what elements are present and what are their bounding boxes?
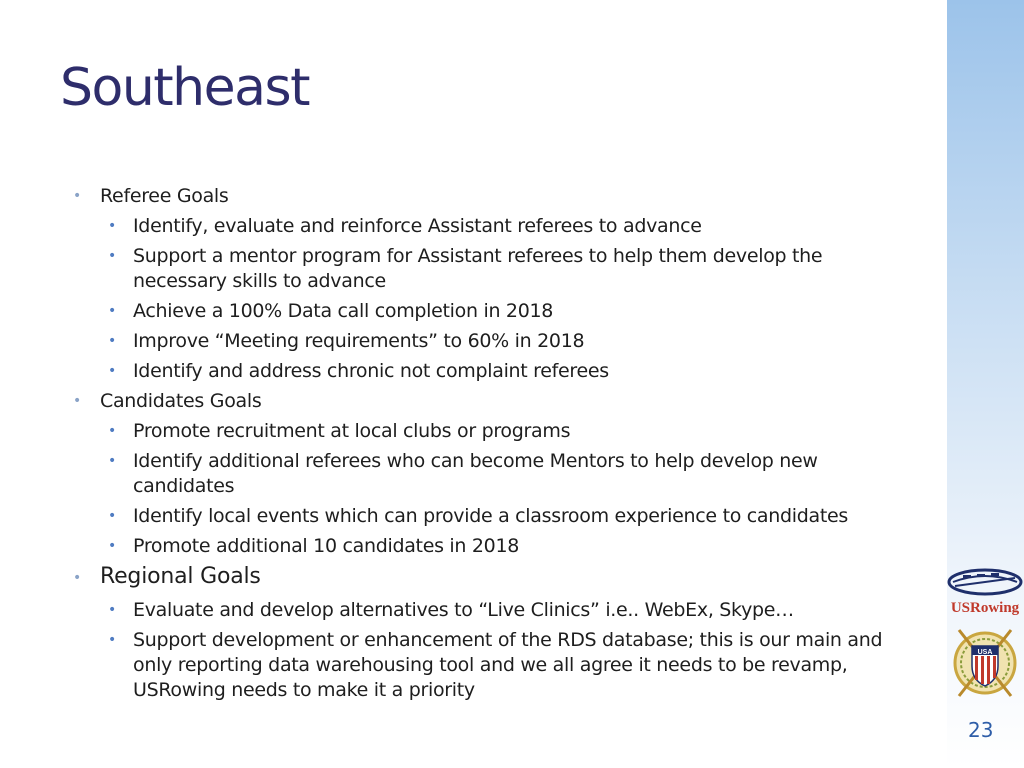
list-item: Identify local events which can provide a classroom experience to candidates bbox=[133, 505, 848, 527]
list-item: Support a mentor program for Assistant referees to help them develop the bbox=[133, 245, 823, 267]
usrowing-logo bbox=[945, 568, 1024, 708]
slide-title: Southeast bbox=[60, 58, 309, 118]
bullet-icon: • bbox=[108, 453, 117, 469]
bullet-icon: • bbox=[108, 363, 117, 379]
section-heading-referee-goals: Referee Goals bbox=[100, 185, 229, 207]
list-item: Identify, evaluate and reinforce Assistant referees to advance bbox=[133, 215, 702, 237]
svg-text:USRowing: USRowing bbox=[950, 600, 1020, 616]
list-item: Identify and address chronic not complaint referees bbox=[133, 360, 609, 382]
usrowing-logo-icon bbox=[945, 568, 1024, 708]
list-item: Achieve a 100% Data call completion in 2018 bbox=[133, 300, 554, 322]
bullet-icon: • bbox=[108, 303, 117, 319]
bullet-icon: • bbox=[108, 508, 117, 524]
section-heading-regional-goals: Regional Goals bbox=[100, 564, 261, 589]
list-item: Identify additional referees who can become Mentors to help develop new bbox=[133, 450, 818, 472]
bullet-icon: • bbox=[108, 602, 117, 618]
bullet-icon: • bbox=[73, 570, 82, 586]
bullet-icon: • bbox=[73, 393, 82, 409]
page-number: 23 bbox=[968, 718, 994, 742]
list-item-continuation: necessary skills to advance bbox=[133, 270, 386, 292]
list-item: Promote additional 10 candidates in 2018 bbox=[133, 535, 520, 557]
list-item-continuation: candidates bbox=[133, 475, 235, 497]
list-item: Improve “Meeting requirements” to 60% in 2018 bbox=[133, 330, 585, 352]
bullet-icon: • bbox=[108, 333, 117, 349]
list-item: Promote recruitment at local clubs or programs bbox=[133, 420, 571, 442]
bullet-icon: • bbox=[73, 188, 82, 204]
section-heading-candidates-goals: Candidates Goals bbox=[100, 390, 262, 412]
bullet-icon: • bbox=[108, 632, 117, 648]
list-item-continuation: USRowing needs to make it a priority bbox=[133, 679, 475, 701]
bullet-icon: • bbox=[108, 248, 117, 264]
list-item: Evaluate and develop alternatives to “Live Clinics” i.e.. WebEx, Skype… bbox=[133, 599, 794, 621]
bullet-icon: • bbox=[108, 218, 117, 234]
bullet-icon: • bbox=[108, 538, 117, 554]
list-item: Support development or enhancement of the RDS database; this is our main and bbox=[133, 629, 883, 651]
svg-text:USA: USA bbox=[977, 649, 993, 656]
list-item-continuation: only reporting data warehousing tool and we all agree it needs to be revamp, bbox=[133, 654, 848, 676]
bullet-icon: • bbox=[108, 423, 117, 439]
